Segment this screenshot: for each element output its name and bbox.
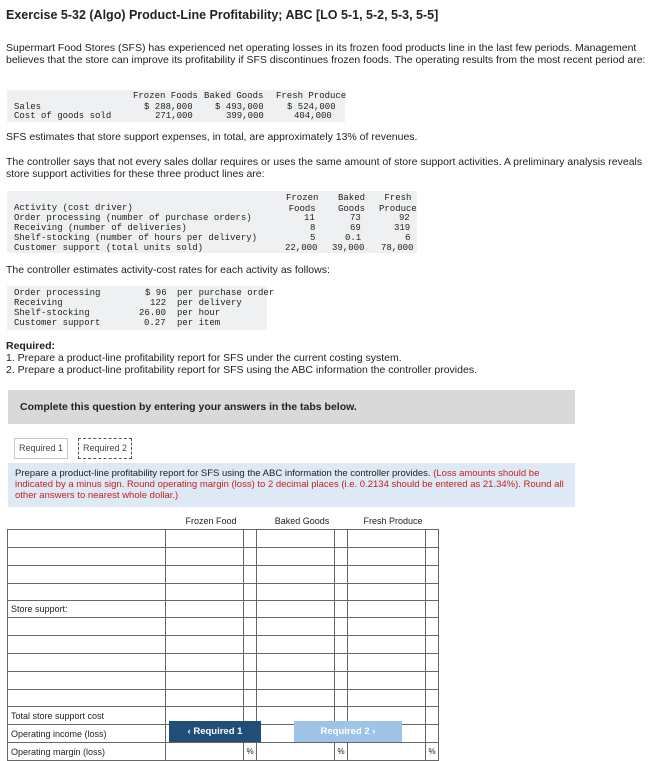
activity-row-label: Receiving (number of deliveries) <box>14 223 187 233</box>
activity-value: 92 <box>399 213 410 223</box>
activity-value: 5 <box>310 233 316 243</box>
row-label-input-6[interactable] <box>11 653 169 672</box>
fresh-margin-input[interactable] <box>348 742 429 761</box>
rate-unit: per purchase order <box>177 288 275 298</box>
sales-frozen: $ 288,000 <box>144 102 193 112</box>
rate-unit: per hour <box>177 308 221 318</box>
frozen-input-7[interactable] <box>166 671 247 690</box>
activity-value: 319 <box>394 223 411 233</box>
activity-header-baked: Baked Goods <box>338 193 366 214</box>
baked-input-1[interactable] <box>257 529 338 548</box>
sales-row-label: Sales <box>14 102 42 112</box>
cogs-row-label: Cost of goods sold <box>14 111 112 121</box>
fresh-input-1[interactable] <box>348 529 429 548</box>
activity-row-label: Order processing (number of purchase orders) <box>14 213 252 223</box>
rate-value: 26.00 <box>139 308 167 318</box>
page-title: Exercise 5-32 (Algo) Product-Line Profitability; ABC [LO 5-1, 5-2, 5-3, 5-5] <box>6 8 439 22</box>
prev-required-1-button[interactable] <box>169 721 261 742</box>
frozen-input-4[interactable] <box>166 617 247 636</box>
activity-header-frozen: Frozen Foods <box>286 193 319 214</box>
fresh-input-3[interactable] <box>348 565 429 584</box>
tab-required-1[interactable]: Required 1 <box>14 438 68 459</box>
rate-unit: per delivery <box>177 298 242 308</box>
support-note: SFS estimates that store support expenses, in total, are approximately 13% of revenues. <box>6 131 418 143</box>
row-label-input-3[interactable] <box>11 565 169 584</box>
sales-header-frozen: Frozen Foods <box>133 91 198 101</box>
complete-banner-text: Complete this question by entering your answers in the tabs below. <box>20 401 357 413</box>
cogs-baked: 399,000 <box>226 111 264 121</box>
tab-required-2[interactable]: Required 2 <box>78 438 132 459</box>
activity-value: 78,000 <box>381 243 414 253</box>
sales-header-fresh: Fresh Produce <box>276 91 347 101</box>
baked-input-7[interactable] <box>257 671 338 690</box>
fresh-input-5[interactable] <box>348 635 429 654</box>
total-store-support-label: Total store support cost <box>8 707 166 725</box>
baked-input-6[interactable] <box>257 653 338 672</box>
required-item-2: 2. Prepare a product-line profitability report for SFS using the ABC information the controller provides. <box>6 364 477 376</box>
activity-value: 8 <box>310 223 316 233</box>
frozen-input-5[interactable] <box>166 635 247 654</box>
row-label-input-1[interactable] <box>11 529 169 548</box>
controller-note: The controller says that not every sales dollar requires or uses the same amount of store support activities. A preliminary analysis reveals store support activities for these three product lines are: <box>6 156 643 180</box>
instructions-note: (Loss amounts should be indicated by a minus sign. Round operating margin (loss) to 2 decimal places (i.e. 0.2134 should be entered as 21.34%). Round all other answers to nearest whole dollar.) <box>15 468 564 501</box>
row-label-input-7[interactable] <box>11 671 169 690</box>
activity-value: 73 <box>350 213 361 223</box>
rates-table-box <box>7 286 275 330</box>
sales-table-box <box>7 90 345 122</box>
col-fresh-produce: Fresh Produce <box>348 513 439 530</box>
rate-unit: per item <box>177 318 221 328</box>
col-frozen-food: Frozen Food <box>166 513 257 530</box>
store-support-label: Store support: <box>8 601 166 618</box>
activity-value: 69 <box>350 223 361 233</box>
rates-note: The controller estimates activity-cost rates for each activity as follows: <box>6 264 330 276</box>
row-label-input-5[interactable] <box>11 635 169 654</box>
frozen-input-1[interactable] <box>166 529 247 548</box>
frozen-input-2[interactable] <box>166 547 247 566</box>
frozen-input-3[interactable] <box>166 565 247 584</box>
next-button-label: Required 2 <box>320 726 370 737</box>
baked-input-5[interactable] <box>257 635 338 654</box>
next-required-2-button[interactable] <box>294 721 402 742</box>
rate-label: Order processing <box>14 288 101 298</box>
baked-input-3[interactable] <box>257 565 338 584</box>
baked-margin-input[interactable] <box>257 742 338 761</box>
baked-input-4[interactable] <box>257 617 338 636</box>
percent-sign: % <box>335 743 348 761</box>
rate-label: Customer support <box>14 318 101 328</box>
baked-input-2[interactable] <box>257 547 338 566</box>
percent-sign: % <box>244 743 257 761</box>
required-heading: Required: <box>6 340 56 352</box>
activity-value: 22,000 <box>285 243 318 253</box>
cogs-fresh: 404,000 <box>294 111 332 121</box>
sales-baked: $ 493,000 <box>215 102 264 112</box>
chevron-right-icon: › <box>369 726 376 737</box>
prev-button-label: Required 1 <box>193 726 243 737</box>
fresh-input-2[interactable] <box>348 547 429 566</box>
rate-value: $ 96 <box>145 288 167 298</box>
row-label-input-2[interactable] <box>11 547 169 566</box>
instructions-main: Prepare a product-line profitability report for SFS using the ABC information the controller provides. <box>15 468 431 479</box>
intro-text: Supermart Food Stores (SFS) has experienced net operating losses in its frozen food products line in the last few periods. Management believes that the store can improve its profitability if SFS discontinues frozen foods. The operating results from the most recent period are: <box>6 42 646 66</box>
activity-table-box <box>7 191 417 253</box>
frozen-input-6[interactable] <box>166 653 247 672</box>
rate-label: Shelf-stocking <box>14 308 90 318</box>
sales-fresh: $ 524,000 <box>287 102 336 112</box>
cogs-frozen: 271,000 <box>155 111 193 121</box>
required-item-1: 1. Prepare a product-line profitability report for SFS under the current costing system. <box>6 352 402 364</box>
col-baked-goods: Baked Goods <box>257 513 348 530</box>
operating-income-label: Operating income (loss) <box>8 725 166 743</box>
complete-banner <box>8 390 575 424</box>
activity-row-label: Customer support (total units sold) <box>14 243 204 253</box>
percent-sign: % <box>426 743 439 761</box>
sales-header-baked: Baked Goods <box>204 91 264 101</box>
fresh-input-4[interactable] <box>348 617 429 636</box>
activity-value: 0.1 <box>345 233 362 243</box>
frozen-margin-input[interactable] <box>166 742 247 761</box>
activity-value: 6 <box>405 233 411 243</box>
activity-row-label: Shelf-stocking (number of hours per delivery) <box>14 233 258 243</box>
fresh-input-6[interactable] <box>348 653 429 672</box>
chevron-left-icon: ‹ <box>187 726 194 737</box>
rate-value: 122 <box>150 298 167 308</box>
activity-header-fresh: Fresh Produce <box>379 193 417 214</box>
operating-margin-label: Operating margin (loss) <box>8 743 166 761</box>
fresh-input-7[interactable] <box>348 671 429 690</box>
rate-label: Receiving <box>14 298 63 308</box>
activity-label-header: Activity (cost driver) <box>14 203 133 213</box>
instructions-box <box>8 463 575 507</box>
row-label-input-4[interactable] <box>11 617 169 636</box>
activity-value: 39,000 <box>332 243 365 253</box>
activity-value: 11 <box>304 213 315 223</box>
rate-value: 0.27 <box>144 318 166 328</box>
